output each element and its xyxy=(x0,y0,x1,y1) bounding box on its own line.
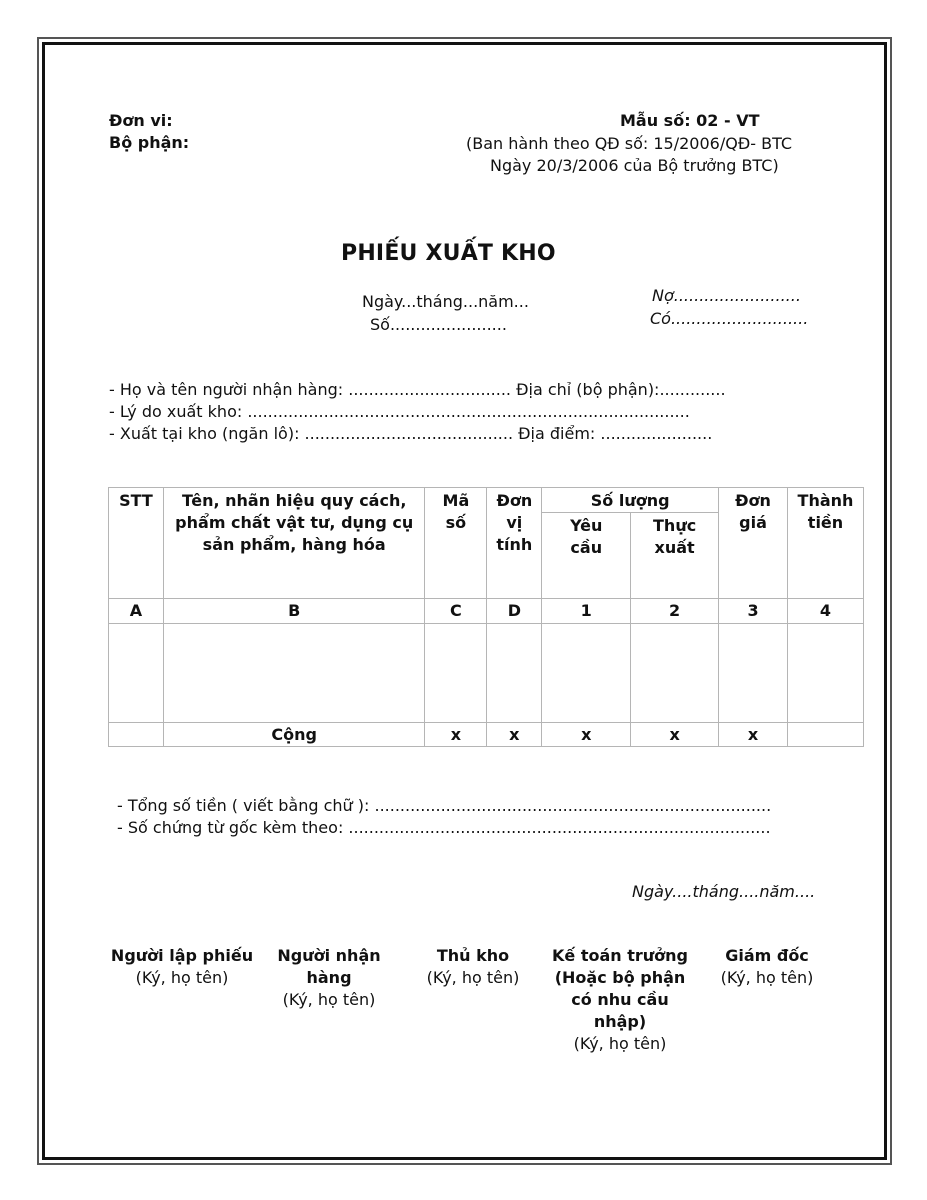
col-header-price: Đơn giá xyxy=(719,488,788,599)
total-mark: x xyxy=(487,723,542,747)
total-mark: x xyxy=(719,723,788,747)
total-mark: x xyxy=(425,723,487,747)
col-header-quantity: Số lượng xyxy=(542,488,719,513)
ref-cell: A xyxy=(109,599,164,624)
table-cell xyxy=(163,624,425,723)
table-cell xyxy=(631,624,719,723)
table-cell xyxy=(542,624,631,723)
ref-cell: C xyxy=(425,599,487,624)
table-cell xyxy=(787,624,863,723)
unit-label: Đơn vi: xyxy=(109,111,173,130)
form-number: Mẫu số: 02 - VT xyxy=(620,111,760,130)
col-header-name: Tên, nhãn hiệu quy cách, phẩm chất vật tư, dụng cụ sản phẩm, hàng hóa xyxy=(163,488,425,599)
ref-cell: 3 xyxy=(719,599,788,624)
col-header-amount: Thành tiền xyxy=(787,488,863,599)
voucher-date: Ngày...tháng...năm... xyxy=(362,292,529,311)
signature-director: Giám đốc (Ký, họ tên) xyxy=(720,946,814,987)
table-cell xyxy=(719,624,788,723)
signature-storekeeper: Thủ kho (Ký, họ tên) xyxy=(426,946,520,987)
issued-decree: (Ban hành theo QĐ số: 15/2006/QĐ- BTC xyxy=(466,134,793,153)
signature-chief-accountant: Kế toán trưởng (Hoặc bộ phận có nhu cầu nhập) (Ký, họ tên) xyxy=(552,946,688,1053)
col-header-unit: Đơn vị tính xyxy=(487,488,542,599)
warehouse-field: - Xuất tại kho (ngăn lô): ......................................... Địa điểm: ...................... xyxy=(109,424,713,443)
voucher-number: Số....................... xyxy=(370,315,507,334)
ref-cell: B xyxy=(163,599,425,624)
sign-date: Ngày....tháng....năm.... xyxy=(632,882,816,901)
goods-table xyxy=(108,487,864,747)
signature-receiver: Người nhận hàng (Ký, họ tên) xyxy=(277,946,381,1009)
total-cell xyxy=(109,723,164,747)
receiver-field: - Họ và tên người nhận hàng: ................................ Địa chỉ (bộ phận):............. xyxy=(109,380,726,399)
col-header-requested: Yêu cầu xyxy=(542,513,631,599)
ref-cell: 2 xyxy=(631,599,719,624)
table-cell xyxy=(109,624,164,723)
attachments-field: - Số chứng từ gốc kèm theo: ................................................................................... xyxy=(117,818,771,837)
ref-cell: 1 xyxy=(542,599,631,624)
debit-account: Nợ......................... xyxy=(652,286,801,305)
col-header-stt: STT xyxy=(109,488,164,599)
total-cell xyxy=(787,723,863,747)
credit-account: Có........................... xyxy=(650,309,809,328)
total-row xyxy=(109,723,864,747)
table-row-blank xyxy=(109,624,864,723)
total-label: Cộng xyxy=(163,723,425,747)
ref-cell: 4 xyxy=(787,599,863,624)
page-title: PHIẾU XUẤT KHO xyxy=(341,241,556,266)
reason-field: - Lý do xuất kho: ....................................................................................... xyxy=(109,402,690,421)
col-header-code: Mã số xyxy=(425,488,487,599)
table-cell xyxy=(425,624,487,723)
total-mark: x xyxy=(542,723,631,747)
col-header-actual: Thực xuất xyxy=(631,513,719,599)
issued-date: Ngày 20/3/2006 của Bộ trưởng BTC) xyxy=(490,156,779,175)
table-cell xyxy=(487,624,542,723)
ref-cell: D xyxy=(487,599,542,624)
department-label: Bộ phận: xyxy=(109,133,190,152)
total-in-words-field: - Tổng số tiền ( viết bằng chữ ): .............................................................................. xyxy=(117,796,772,815)
total-mark: x xyxy=(631,723,719,747)
signature-preparer: Người lập phiếu (Ký, họ tên) xyxy=(110,946,254,987)
